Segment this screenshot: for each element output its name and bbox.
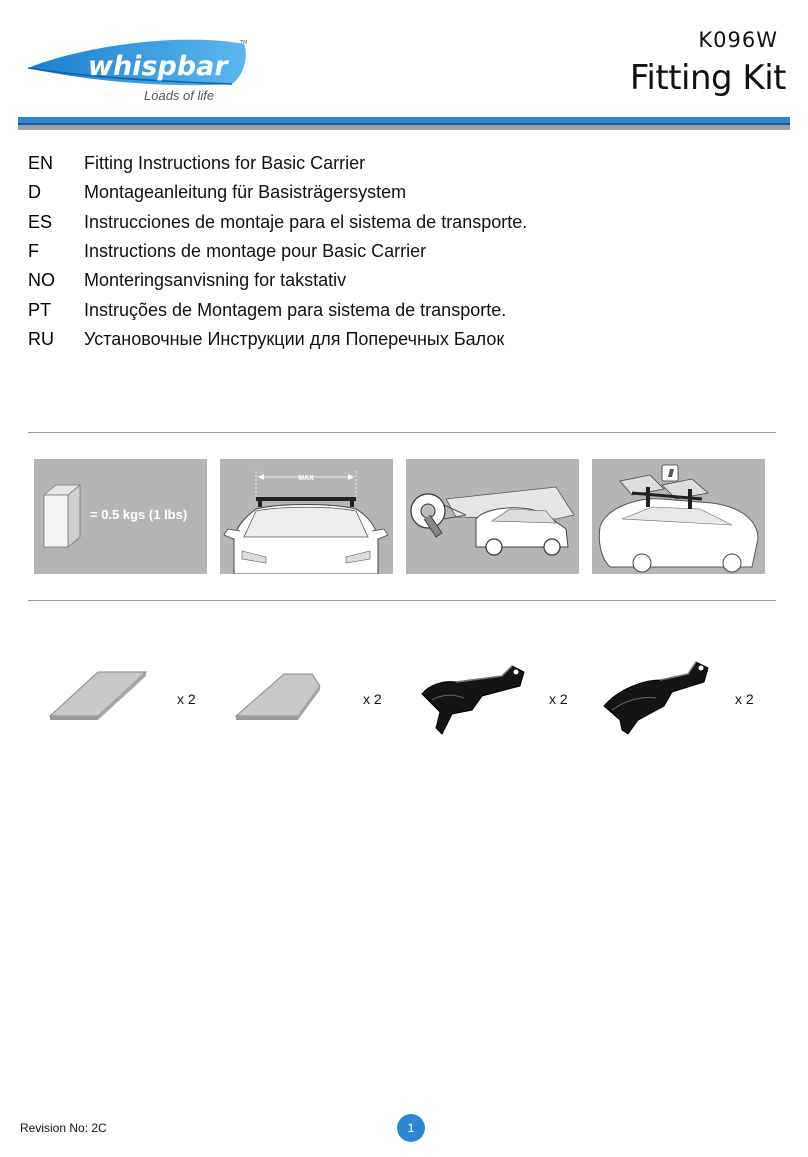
angled-pad-icon <box>226 650 376 740</box>
instruction-text: Instructions de montage pour Basic Carrier <box>84 241 427 262</box>
section-divider <box>28 432 776 433</box>
brand-wordmark: whispbar <box>88 51 228 82</box>
revision-number: Revision No: 2C <box>20 1121 107 1135</box>
instruction-row <box>28 295 527 324</box>
language-code: EN <box>28 153 54 174</box>
instruction-text: Instruções de Montagem para sistema de transporte. <box>84 299 507 320</box>
instruction-row <box>28 237 527 266</box>
part-flat-pad <box>40 650 225 740</box>
part-bracket-long <box>598 650 783 740</box>
flat-pad-icon <box>40 650 190 740</box>
header <box>0 0 808 140</box>
quantity-label: x 2 <box>177 691 196 707</box>
instruction-text: Montageanleitung für Basisträgersystem <box>84 182 407 203</box>
section-divider <box>28 600 776 601</box>
page-title: Fitting Kit <box>629 58 786 98</box>
language-code: D <box>28 182 41 203</box>
part-angled-pad <box>226 650 411 740</box>
header-rule <box>18 117 790 130</box>
bracket-long-icon <box>598 650 748 740</box>
car-side-icon <box>406 459 579 574</box>
weight-panel <box>34 459 207 574</box>
whispbar-logo <box>22 18 262 108</box>
instruction-row <box>28 208 527 237</box>
quantity-label: x 2 <box>735 691 754 707</box>
instruction-row <box>28 178 527 207</box>
instruction-row <box>28 325 527 354</box>
instruction-text: Instrucciones de montaje para el sistema de transporte. <box>84 211 528 232</box>
model-code: K096W <box>698 28 778 52</box>
bracket-icon <box>412 650 562 740</box>
svg-text:TM: TM <box>240 40 248 46</box>
instruction-row <box>28 149 527 178</box>
quantity-label: x 2 <box>363 691 382 707</box>
car-front-icon <box>220 459 393 574</box>
load-check-panel <box>592 459 765 574</box>
page-number-badge: 1 <box>397 1114 425 1142</box>
part-bracket <box>412 650 597 740</box>
brand-tagline: Loads of life <box>144 88 215 103</box>
instruction-text: Установочные Инструкции для Поперечных Балок <box>84 328 505 349</box>
instruction-text: Fitting Instructions for Basic Carrier <box>84 153 366 174</box>
language-code: PT <box>28 299 52 320</box>
language-code: RU <box>28 328 54 349</box>
load-warning-panel <box>406 459 579 574</box>
instruction-text: Monteringsanvisning for takstativ <box>84 270 347 291</box>
weight-label: = 0.5 kgs (1 lbs) <box>90 507 188 522</box>
language-code: ES <box>28 211 53 232</box>
quantity-label: x 2 <box>549 691 568 707</box>
instruction-row <box>28 266 527 295</box>
max-label: MAX <box>298 475 314 482</box>
language-code: F <box>28 241 39 262</box>
instructions-list <box>28 149 527 354</box>
car-rear-load-icon <box>592 459 765 574</box>
max-width-panel <box>220 459 393 574</box>
language-code: NO <box>28 270 55 291</box>
